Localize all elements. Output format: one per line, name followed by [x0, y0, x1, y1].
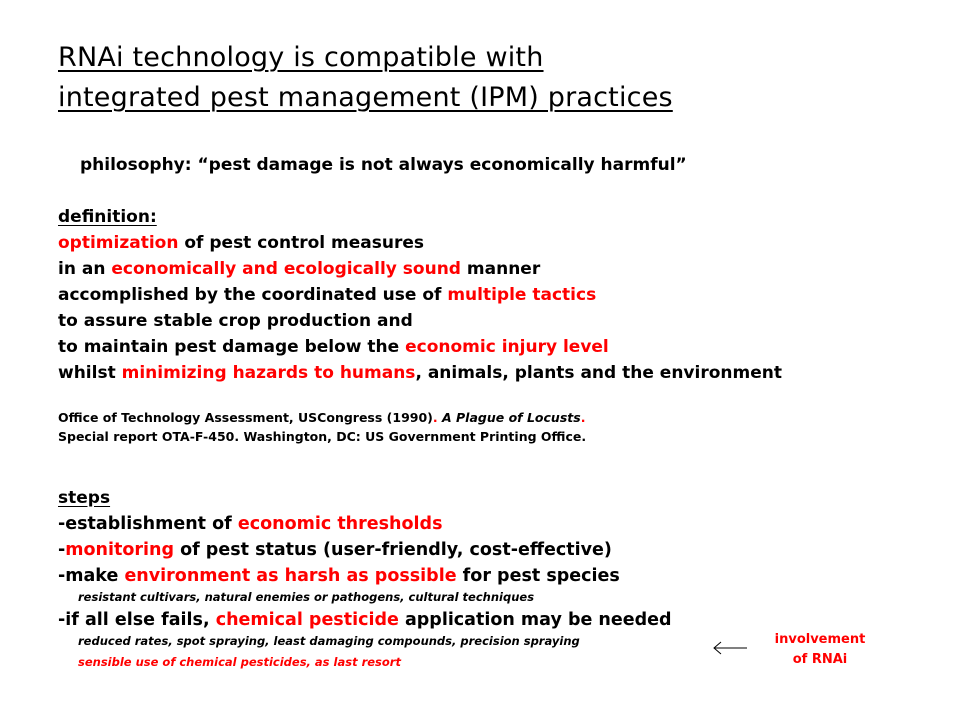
slide-title-line-2: integrated pest management (IPM) practices: [58, 82, 673, 113]
step-item: [58, 566, 620, 586]
plain-text: accomplished by the coordinated use of: [58, 285, 448, 305]
citation-title: A Plague of Locusts: [442, 410, 581, 425]
step-item: [58, 540, 612, 560]
plain-text: application may be needed: [398, 610, 672, 630]
citation-source: Office of Technology Assessment, USCongress (1990): [58, 410, 433, 425]
step-item: [58, 514, 442, 534]
citation-period: .: [580, 410, 586, 425]
definition-line: [58, 363, 782, 383]
definition-line: [58, 285, 596, 305]
highlight-text: multiple tactics: [447, 285, 597, 305]
plain-text: in an: [58, 259, 112, 279]
plain-text: of pest status (user-friendly, cost-effective): [173, 540, 612, 560]
plain-text: of pest control measures: [178, 233, 424, 253]
highlight-text: minimizing hazards to humans: [121, 363, 416, 383]
highlight-text: optimization: [58, 233, 179, 253]
rnai-involvement-note: [770, 630, 870, 670]
citation-line-2: Special report OTA-F-450. Washington, DC: US Government Printing Office.: [58, 429, 587, 444]
step-subnote-highlight: sensible use of chemical pesticides, as last resort: [78, 655, 401, 669]
step-item: [58, 610, 672, 630]
highlight-text: economic injury level: [405, 337, 609, 357]
left-arrow-icon: [712, 640, 748, 656]
plain-text: to maintain pest damage below the: [58, 337, 406, 357]
definition-line: [58, 233, 424, 253]
slide-title-line-1: RNAi technology is compatible with: [58, 42, 544, 73]
plain-text: manner: [460, 259, 541, 279]
philosophy-statement: philosophy: “pest damage is not always economically harmful”: [80, 155, 687, 175]
definition-line: [58, 337, 609, 357]
highlight-text: chemical pesticide: [215, 610, 399, 630]
step-subnote: reduced rates, spot spraying, least damaging compounds, precision spraying: [78, 634, 580, 648]
plain-text: , animals, plants and the environment: [415, 363, 782, 383]
plain-text: to assure stable crop production and: [58, 311, 413, 331]
highlight-text: economic thresholds: [237, 514, 443, 534]
plain-text: -if all else fails,: [58, 610, 216, 630]
note-line-1: involvement: [774, 632, 866, 647]
note-line-2: of RNAi: [792, 652, 848, 667]
highlight-text: monitoring: [65, 540, 174, 560]
steps-heading: steps: [58, 488, 111, 508]
definition-heading: definition:: [58, 207, 157, 227]
plain-text: whilst: [58, 363, 122, 383]
plain-text: -: [58, 540, 66, 560]
definition-line: [58, 311, 413, 331]
highlight-text: economically and ecologically sound: [111, 259, 461, 279]
plain-text: -make: [58, 566, 125, 586]
step-subnote: resistant cultivars, natural enemies or pathogens, cultural techniques: [78, 590, 535, 604]
citation-line-1: [58, 410, 585, 425]
definition-line: [58, 259, 540, 279]
citation-separator: .: [432, 410, 442, 425]
highlight-text: environment as harsh as possible: [124, 566, 457, 586]
plain-text: for pest species: [456, 566, 620, 586]
plain-text: -establishment of: [58, 514, 238, 534]
